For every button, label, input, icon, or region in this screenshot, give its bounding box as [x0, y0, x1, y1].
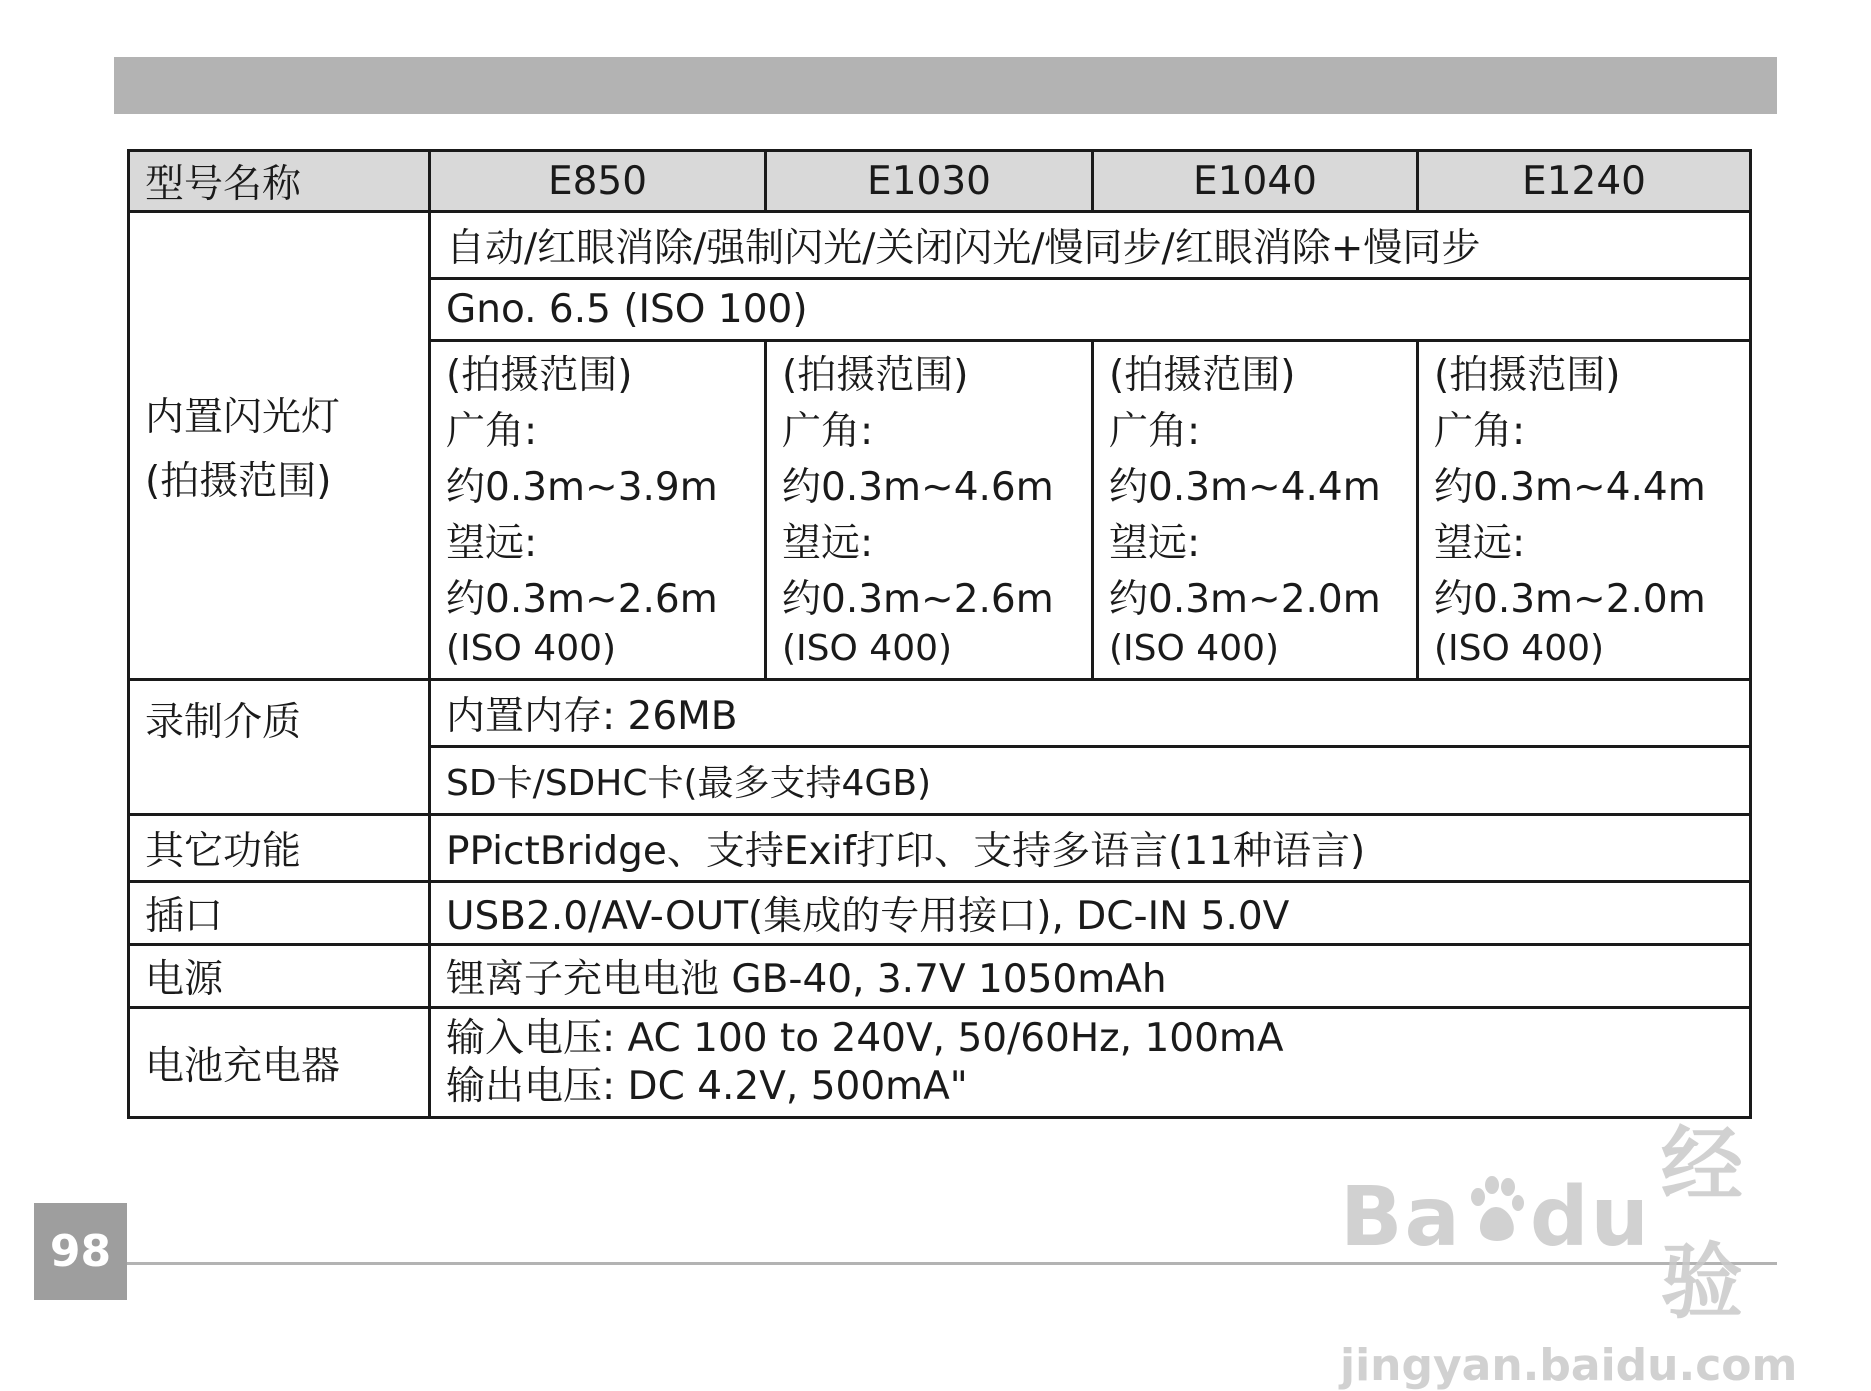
model-e1240: E1240: [1418, 151, 1751, 212]
wide-label: 广角:: [1109, 409, 1201, 454]
charger-output: 输出电压: DC 4.2V, 500mA": [446, 1063, 968, 1109]
range-title: (拍摄范围): [1109, 353, 1296, 398]
media-label: 录制介质: [129, 680, 430, 815]
port-value: USB2.0/AV-OUT(集成的专用接口), DC-IN 5.0V: [430, 882, 1751, 945]
tele-label: 望远:: [1434, 521, 1526, 566]
power-value: 锂离子充电电池 GB-40, 3.7V 1050mAh: [430, 945, 1751, 1008]
table-header-row: [129, 151, 1751, 212]
tele-value: 约0.3m~2.0m: [1434, 577, 1706, 622]
wide-value: 约0.3m~4.4m: [1434, 465, 1706, 510]
range-title: (拍摄范围): [446, 353, 633, 398]
model-e1030: E1030: [766, 151, 1093, 212]
wide-value: 约0.3m~4.4m: [1109, 465, 1381, 510]
tele-label: 望远:: [782, 521, 874, 566]
table-row: [129, 945, 1751, 1008]
watermark-logo-mid: du: [1529, 1169, 1651, 1265]
flash-label-line1: 内置闪光灯: [145, 394, 341, 440]
model-e1040: E1040: [1093, 151, 1418, 212]
wide-value: 约0.3m~4.6m: [782, 465, 1054, 510]
paw-icon: [1466, 1170, 1526, 1265]
charger-label: 电池充电器: [129, 1008, 430, 1118]
media-internal: 内置内存: 26MB: [430, 680, 1751, 747]
charger-input: 输入电压: AC 100 to 240V, 50/60Hz, 100mA: [446, 1015, 1284, 1061]
port-label: 插口: [129, 882, 430, 945]
table-row: [129, 815, 1751, 882]
other-label: 其它功能: [129, 815, 430, 882]
other-value: PPictBridge、支持Exif打印、支持多语言(11种语言): [430, 815, 1751, 882]
spec-table: [127, 149, 1752, 1119]
watermark-logo-left: Ba: [1340, 1169, 1462, 1265]
flash-range-e1240: [1418, 341, 1751, 680]
flash-range-e1030: [766, 341, 1093, 680]
tele-label: 望远:: [446, 521, 538, 566]
watermark-logo-right: 经验: [1660, 1118, 1745, 1330]
tele-value: 约0.3m~2.6m: [446, 577, 718, 622]
table-row: [129, 680, 1751, 747]
tele-value: 约0.3m~2.0m: [1109, 577, 1381, 622]
header-bar: [114, 57, 1777, 114]
wide-label: 广角:: [782, 409, 874, 454]
range-title: (拍摄范围): [782, 353, 969, 398]
iso-note: (ISO 400): [1434, 628, 1605, 669]
flash-label-line2: (拍摄范围): [145, 458, 332, 504]
wide-label: 广角:: [1434, 409, 1526, 454]
baidu-watermark: [1340, 1100, 1798, 1391]
iso-note: (ISO 400): [446, 628, 617, 669]
page-number: 98: [34, 1203, 127, 1300]
iso-note: (ISO 400): [1109, 628, 1280, 669]
flash-gno: Gno. 6.5 (ISO 100): [430, 279, 1751, 341]
table-row: [129, 212, 1751, 279]
flash-modes: 自动/红眼消除/强制闪光/关闭闪光/慢同步/红眼消除+慢同步: [430, 212, 1751, 279]
media-card: SD卡/SDHC卡(最多支持4GB): [430, 747, 1751, 815]
tele-label: 望远:: [1109, 521, 1201, 566]
watermark-url: jingyan.baidu.com: [1340, 1340, 1798, 1391]
flash-label: [129, 212, 430, 680]
range-title: (拍摄范围): [1434, 353, 1621, 398]
power-label: 电源: [129, 945, 430, 1008]
wide-value: 约0.3m~3.9m: [446, 465, 718, 510]
iso-note: (ISO 400): [782, 628, 953, 669]
flash-range-e850: [430, 341, 766, 680]
model-name-label: 型号名称: [129, 151, 430, 212]
flash-range-e1040: [1093, 341, 1418, 680]
model-e850: E850: [430, 151, 766, 212]
wide-label: 广角:: [446, 409, 538, 454]
table-row: [129, 882, 1751, 945]
tele-value: 约0.3m~2.6m: [782, 577, 1054, 622]
